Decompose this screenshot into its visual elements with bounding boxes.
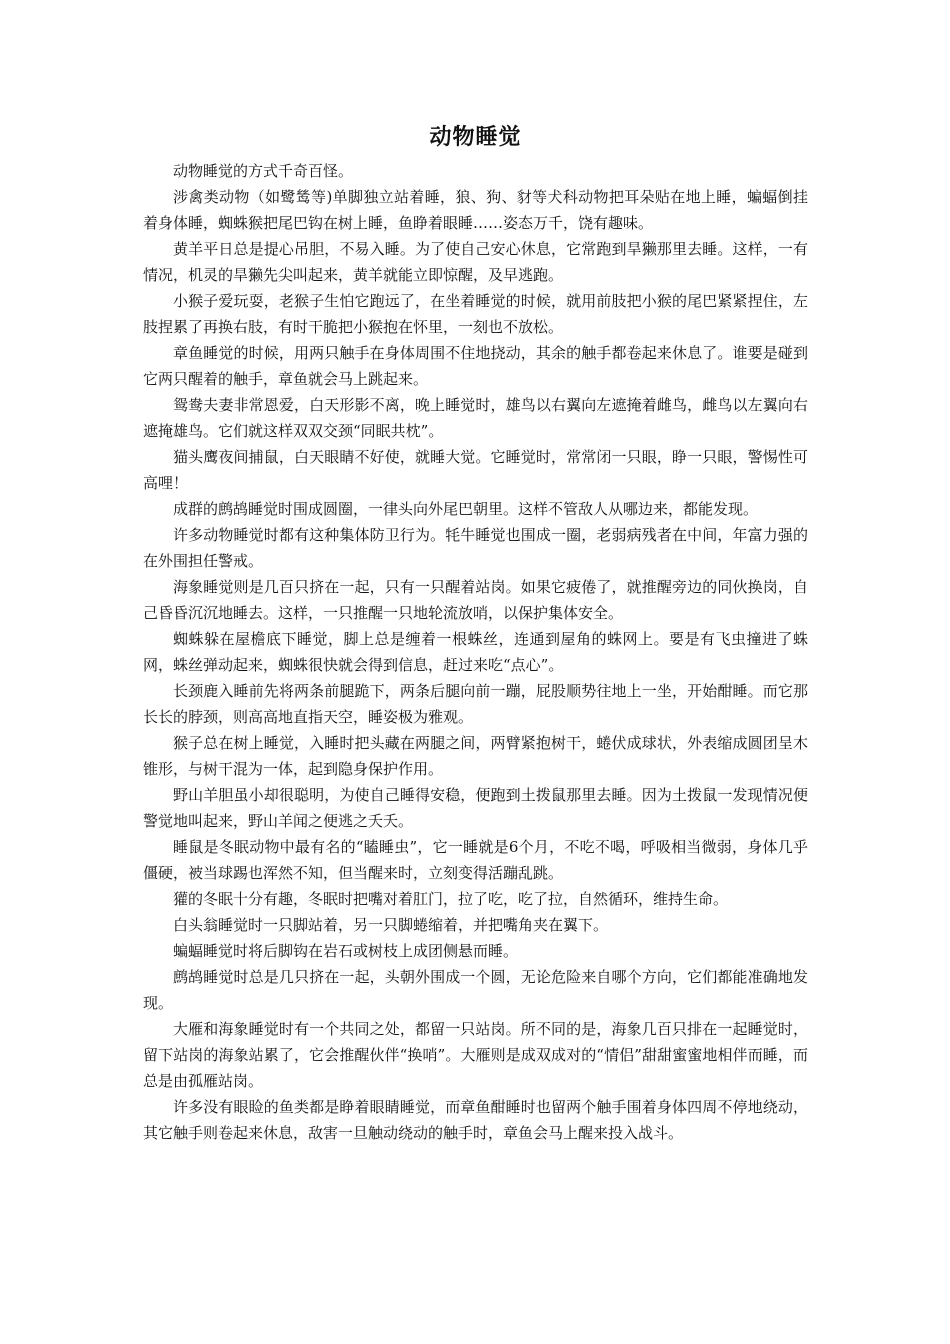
paragraph: 白头翁睡觉时一只脚站着，另一只脚蜷缩着，并把嘴角夹在翼下。	[173, 916, 609, 934]
paragraph: 野山羊胆虽小却很聪明，为使自己睡得安稳，便跑到土拨鼠那里去睡。因为土拨鼠一发现情况便警觉地叫起来，野山羊闻之便逃之夭夭。	[143, 786, 808, 830]
paragraph: 鹧鸪睡觉时总是几只挤在一起，头朝外围成一个圆，无论危险来自哪个方向，它们都能准确地发现。	[143, 968, 808, 1012]
paragraph: 獾的冬眠十分有趣，冬眠时把嘴对着肛门，拉了吃，吃了拉，自然循环，维持生命。	[173, 890, 729, 908]
paragraph: 大雁和海象睡觉时有一个共同之处，都留一只站岗。所不同的是，海象几百只排在一起睡觉时，留下站岗的海象站累了，它会推醒伙伴“换哨”。大雁则是成双成对的“情侣”甜甜蜜蜜地相伴而睡，而总是由孤雁站岗。	[143, 1020, 808, 1090]
paragraph: 章鱼睡觉的时候，用两只触手在身体周围不住地挠动，其余的触手都卷起来休息了。谁要是碰到它两只醒着的触手，章鱼就会马上跳起来。	[143, 344, 808, 388]
document-title: 动物睡觉	[429, 124, 522, 150]
paragraph: 许多动物睡觉时都有这种集体防卫行为。牦牛睡觉也围成一圈，老弱病残者在中间，年富力强的在外围担任警戒。	[143, 526, 808, 570]
paragraph: 蝙蝠睡觉时将后脚钩在岩石或树枝上成团侧悬而睡。	[173, 942, 519, 960]
paragraph: 涉禽类动物（如鹭鸶等)单脚独立站着睡，狼、狗、豺等犬科动物把耳朵贴在地上睡，蝙蝠倒挂着身体睡，蜘蛛猴把尾巴钩在树上睡，鱼睁着眼睡……姿态万千，饶有趣味。	[143, 188, 808, 232]
paragraph: 海象睡觉则是几百只挤在一起，只有一只醒着站岗。如果它疲倦了，就推醒旁边的同伙换岗，自己昏昏沉沉地睡去。这样，一只推醒一只地轮流放哨，以保护集体安全。	[143, 578, 808, 622]
paragraph: 猴子总在树上睡觉，入睡时把头藏在两腿之间，两臂紧抱树干，蜷伏成球状，外表缩成圆团呈木锥形，与树干混为一体，起到隐身保护作用。	[143, 734, 808, 778]
document-page	[143, 120, 808, 1146]
paragraph: 睡鼠是冬眠动物中最有名的“瞌睡虫”，它一睡就是6个月，不吃不喝，呼吸相当微弱，身体几乎僵硬，被当球踢也浑然不知，但当醒来时，立刻变得活蹦乱跳。	[143, 838, 808, 882]
paragraph: 长颈鹿入睡前先将两条前腿跪下，两条后腿向前一蹦，屁股顺势往地上一坐，开始酣睡。而它那长长的脖颈，则高高地直指天空，睡姿极为雅观。	[143, 682, 808, 726]
paragraph: 动物睡觉的方式千奇百怪。	[173, 162, 354, 180]
paragraph: 黄羊平日总是提心吊胆，不易入睡。为了使自己安心休息，它常跑到旱獭那里去睡。这样，一有情况，机灵的旱獭先尖叫起来，黄羊就能立即惊醒，及早逃跑。	[143, 240, 808, 284]
paragraph: 蜘蛛躲在屋檐底下睡觉，脚上总是缠着一根蛛丝，连通到屋角的蛛网上。要是有飞虫撞进了蛛网，蛛丝弹动起来，蜘蛛很快就会得到信息，赶过来吃“点心”。	[143, 630, 808, 674]
paragraph: 成群的鹧鸪睡觉时围成圆圈，一律头向外尾巴朝里。这样不管敌人从哪边来，都能发现。	[173, 500, 759, 518]
paragraph: 鸳鸯夫妻非常恩爱，白天形影不离，晚上睡觉时，雄鸟以右翼向左遮掩着雌鸟，雌鸟以左翼向右遮掩雄鸟。它们就这样双双交颈“同眠共枕”。	[143, 396, 808, 440]
paragraph: 许多没有眼睑的鱼类都是睁着眼睛睡觉，而章鱼酣睡时也留两个触手围着身体四周不停地绕动，其它触手则卷起来休息，敌害一旦触动绕动的触手时，章鱼会马上醒来投入战斗。	[143, 1098, 808, 1142]
paragraph: 小猴子爱玩耍，老猴子生怕它跑远了，在坐着睡觉的时候，就用前肢把小猴的尾巴紧紧捏住，左肢捏累了再换右肢，有时干脆把小猴抱在怀里，一刻也不放松。	[143, 292, 808, 336]
paragraph: 猫头鹰夜间捕鼠，白天眼睛不好使，就睡大觉。它睡觉时，常常闭一只眼，睁一只眼，警惕性可高哩！	[143, 448, 808, 492]
